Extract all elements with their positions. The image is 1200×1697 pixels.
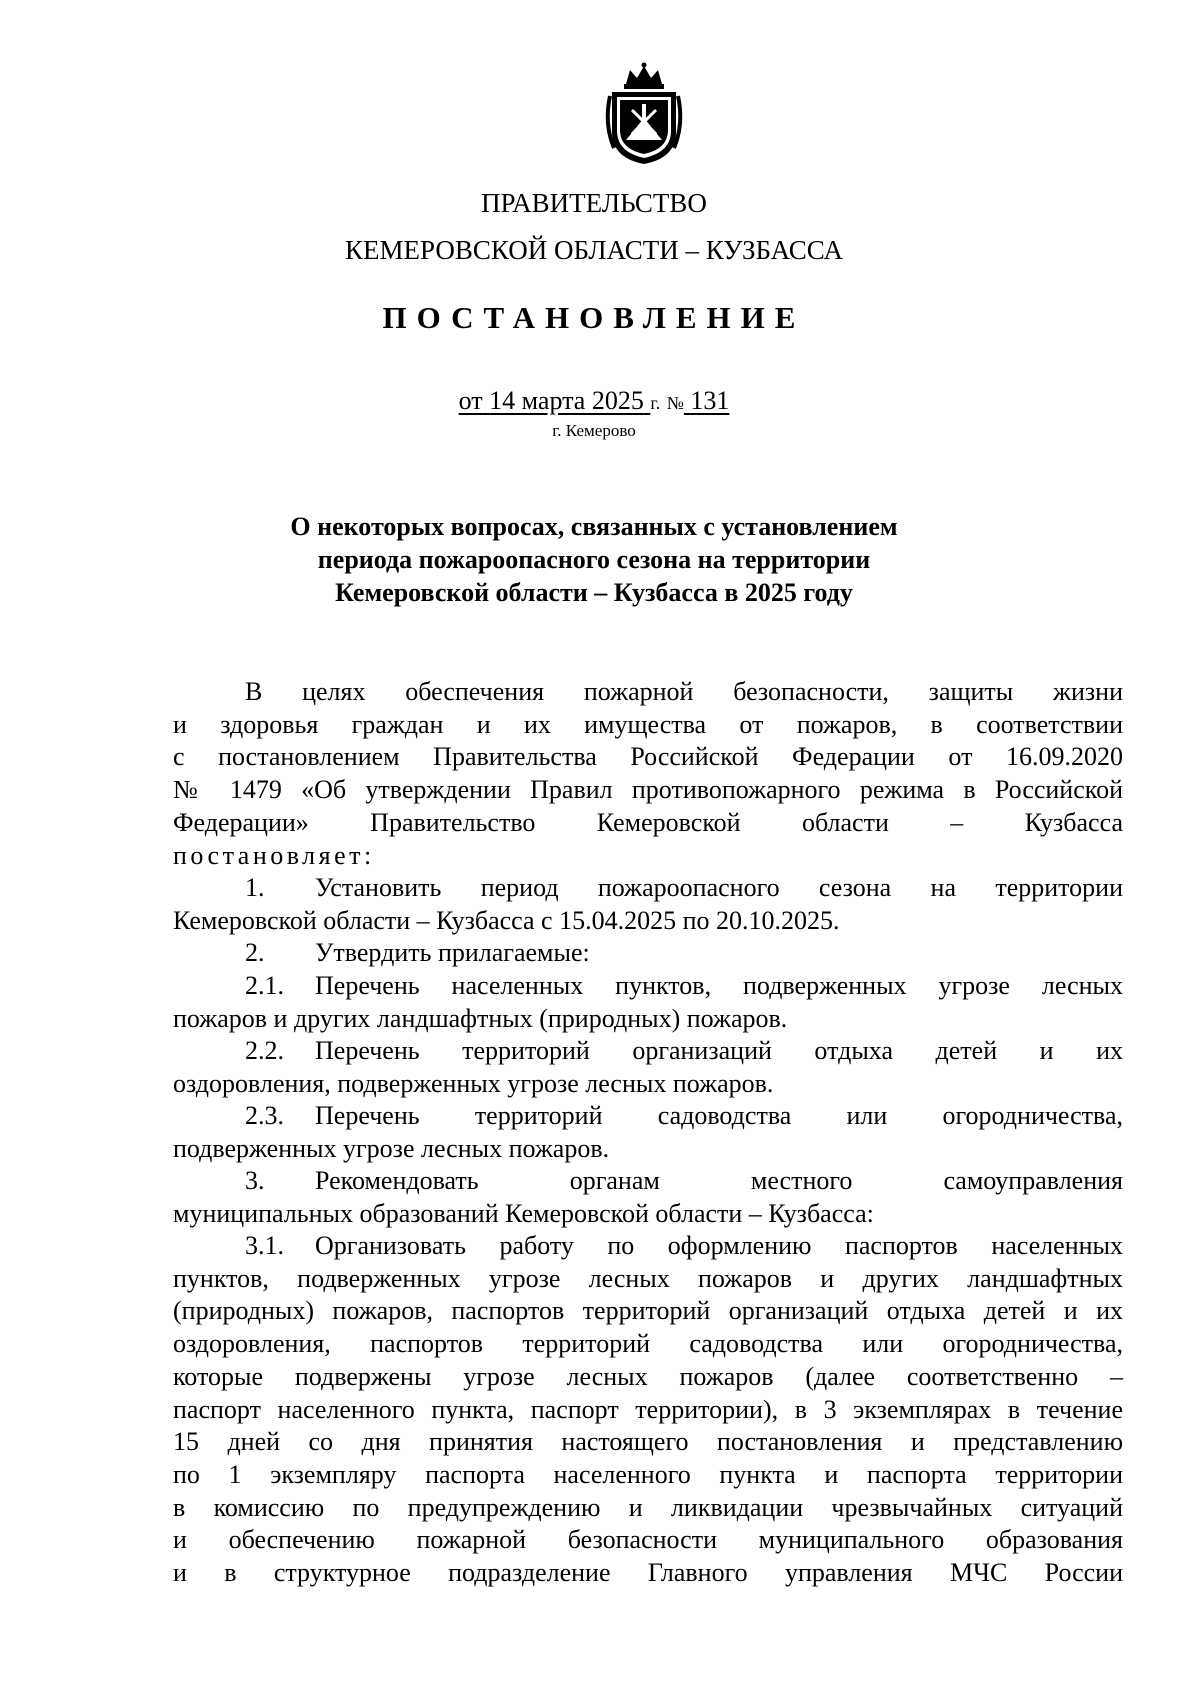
item-number: 2.3. xyxy=(245,1101,284,1130)
preamble-paragraph xyxy=(173,676,1123,872)
item-1 xyxy=(173,872,1123,937)
text-line: с постановлением Правительства Российской Федерации от 16.09.2020 xyxy=(173,742,1123,772)
document-title xyxy=(0,510,1188,609)
line-text: Утвердить прилагаемые: xyxy=(315,938,590,967)
resolves-word: постановляет: xyxy=(173,840,375,870)
line-text: Рекомендовать органам местного самоуправления xyxy=(315,1166,1123,1195)
date-number-line xyxy=(0,386,1188,416)
text-line: и здоровья граждан и их имущества от пожаров, в соответствии xyxy=(173,709,1123,739)
text-line: пожаров и других ландшафтных (природных) пожаров. xyxy=(173,1003,788,1033)
text-line: которые подвержены угрозе лесных пожаров (далее соответственно – xyxy=(173,1361,1123,1391)
text-line: оздоровления, подверженных угрозе лесных пожаров. xyxy=(173,1068,774,1098)
text-line xyxy=(173,676,1123,709)
item-number: 3. xyxy=(245,1166,265,1195)
line-text: Установить период пожароопасного сезона на территории xyxy=(315,873,1123,902)
document-date: 14 марта 2025 xyxy=(489,386,644,415)
date-prefix: от xyxy=(458,386,483,415)
item-number: 2.2. xyxy=(245,1036,284,1065)
text-line: в комиссию по предупреждению и ликвидации чрезвычайных ситуаций xyxy=(173,1492,1123,1522)
text-line xyxy=(173,970,1123,1003)
text-line: пунктов, подверженных угрозе лесных пожаров и других ландшафтных xyxy=(173,1263,1123,1293)
item-2 xyxy=(173,937,1123,970)
line-text: Перечень территорий организаций отдыха детей и их xyxy=(315,1036,1123,1065)
government-name-line1: ПРАВИТЕЛЬСТВО xyxy=(481,188,707,218)
line-text: В целях обеспечения пожарной безопасности, защиты жизни xyxy=(245,677,1123,706)
item-number: 3.1. xyxy=(245,1231,284,1260)
year-suffix: г. xyxy=(650,393,661,413)
text-line: Кемеровской области – Кузбасса с 15.04.2025 по 20.10.2025. xyxy=(173,905,840,935)
item-3-1 xyxy=(173,1230,1123,1590)
city: г. Кемерово xyxy=(552,421,636,440)
document-number: 131 xyxy=(690,386,730,415)
number-sign: № xyxy=(666,393,684,413)
text-line: муниципальных образований Кемеровской области – Кузбасса: xyxy=(173,1198,874,1228)
text-line xyxy=(173,872,1123,905)
line-text: Организовать работу по оформлению паспортов населенных xyxy=(315,1231,1123,1260)
item-number: 1. xyxy=(245,873,265,902)
text-line xyxy=(173,1100,1123,1133)
line-text: Перечень населенных пунктов, подверженных угрозе лесных xyxy=(315,971,1123,1000)
text-line: подверженных угрозе лесных пожаров. xyxy=(173,1133,610,1163)
title-line: Кемеровской области – Кузбасса в 2025 году xyxy=(335,578,853,607)
text-line: Федерации» Правительство Кемеровской области – Кузбасса xyxy=(173,807,1123,837)
document-type: ПОСТАНОВЛЕНИЕ xyxy=(382,300,806,335)
title-line: О некоторых вопросах, связанных с установлением xyxy=(290,512,898,541)
line-text: Перечень территорий садоводства или огородничества, xyxy=(315,1101,1123,1130)
coat-of-arms-icon xyxy=(604,62,684,166)
text-line: 15 дней со дня принятия настоящего постановления и представлению xyxy=(173,1427,1123,1457)
item-3 xyxy=(173,1165,1123,1230)
item-2-3 xyxy=(173,1100,1123,1165)
text-line: оздоровления, паспортов территорий садоводства или огородничества, xyxy=(173,1329,1123,1359)
text-line xyxy=(173,1035,1123,1068)
text-line xyxy=(173,1165,1123,1198)
text-line xyxy=(173,840,1123,873)
text-line: (природных) пожаров, паспортов территорий организаций отдыха детей и их xyxy=(173,1296,1123,1326)
text-line xyxy=(173,937,1123,970)
text-line xyxy=(173,1230,1123,1263)
item-number: 2. xyxy=(245,938,265,967)
text-line: по 1 экземпляру паспорта населенного пункта и паспорта территории xyxy=(173,1459,1123,1489)
text-line: паспорт населенного пункта, паспорт территории), в 3 экземплярах в течение xyxy=(173,1394,1123,1424)
item-2-1 xyxy=(173,970,1123,1035)
title-line: периода пожароопасного сезона на территории xyxy=(317,545,871,574)
text-line: и обеспечению пожарной безопасности муниципального образования xyxy=(173,1525,1123,1555)
item-number: 2.1. xyxy=(245,971,284,1000)
item-2-2 xyxy=(173,1035,1123,1100)
text-line: и в структурное подразделение Главного управления МЧС России xyxy=(173,1558,1123,1588)
government-name-line2: КЕМЕРОВСКОЙ ОБЛАСТИ – КУЗБАССА xyxy=(345,235,843,265)
text-line: № 1479 «Об утверждении Правил противопожарного режима в Российской xyxy=(173,775,1123,805)
